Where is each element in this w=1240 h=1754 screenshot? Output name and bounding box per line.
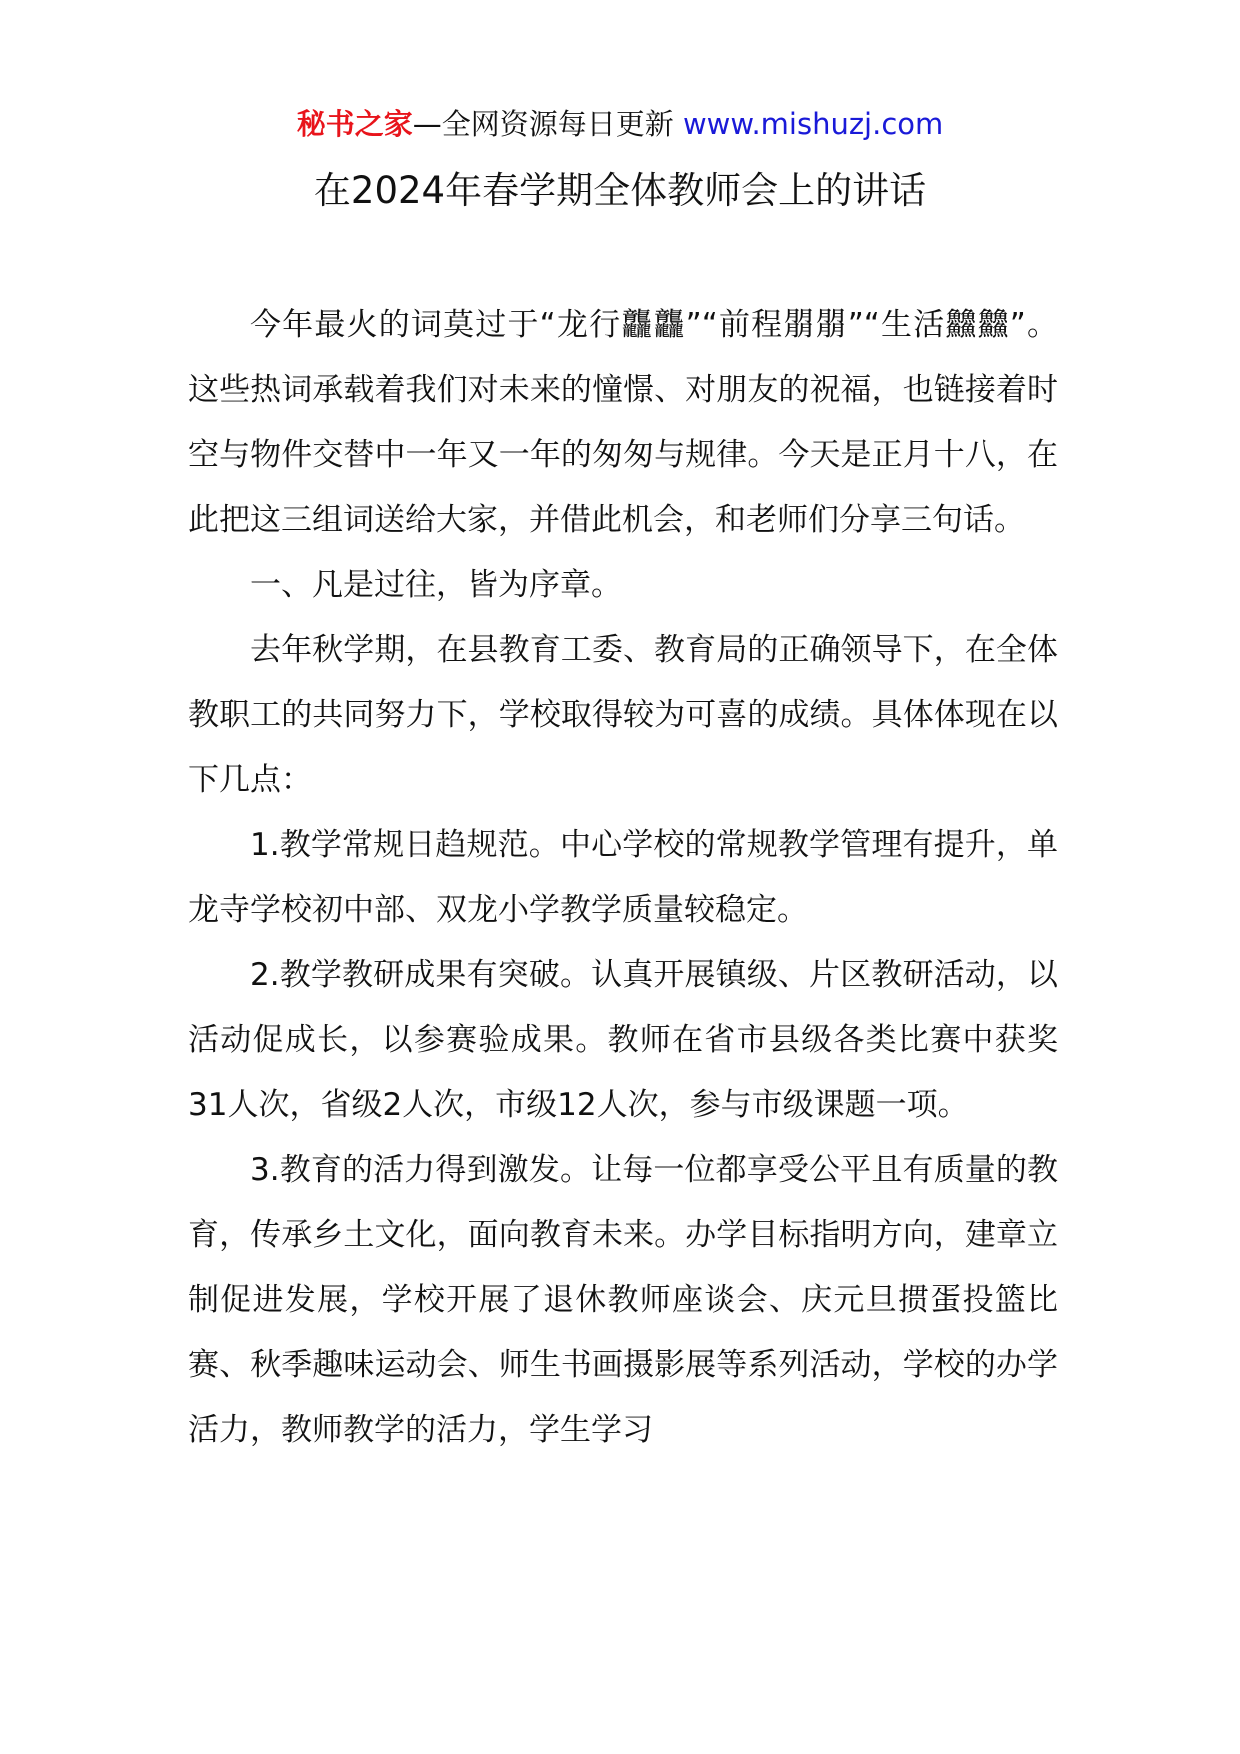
site-header — [0, 104, 1240, 144]
document-title: 在2024年春学期全体教师会上的讲话 — [313, 169, 927, 212]
section-heading-1: 一、凡是过往，皆为序章。 — [250, 567, 622, 603]
paragraph-point-3: 3.教育的活力得到激发。让每一位都享受公平且有质量的教育，传承乡土文化，面向教育未来。办学目标指明方向，建章立制促进发展，学校开展了退休教师座谈会、庆元旦掼蛋投篮比赛、秋季趣味运动会、师生书画摄影展等系列活动，学校的办学活力，教师教学的活力，学生学习 — [188, 1152, 1058, 1448]
paragraph-intro: 今年最火的词莫过于“龙行龘龘”“前程朤朤”“生活䲜䲜”。这些热词承载着我们对未来的憧憬、对朋友的祝福，也链接着时空与物件交替中一年又一年的匆匆与规律。今天是正月十八，在此把这三组词送给大家，并借此机会，和老师们分享三句话。 — [188, 307, 1058, 538]
site-url-link[interactable]: www.mishuzj.com — [682, 107, 944, 141]
header-tagline: —全网资源每日更新 — [412, 107, 683, 141]
paragraph-point-2: 2.教学教研成果有突破。认真开展镇级、片区教研活动，以活动促成长，以参赛验成果。教师在省市县级各类比赛中获奖31人次，省级2人次，市级12人次，参与市级课题一项。 — [188, 957, 1058, 1123]
document-body — [188, 293, 1058, 1463]
paragraph-last-semester: 去年秋学期，在县教育工委、教育局的正确领导下，在全体教职工的共同努力下，学校取得较为可喜的成绩。具体体现在以下几点： — [188, 632, 1058, 798]
paragraph-point-1: 1.教学常规日趋规范。中心学校的常规教学管理有提升，单龙寺学校初中部、双龙小学教学质量较稳定。 — [188, 827, 1058, 928]
brand-name: 秘书之家 — [296, 107, 413, 141]
